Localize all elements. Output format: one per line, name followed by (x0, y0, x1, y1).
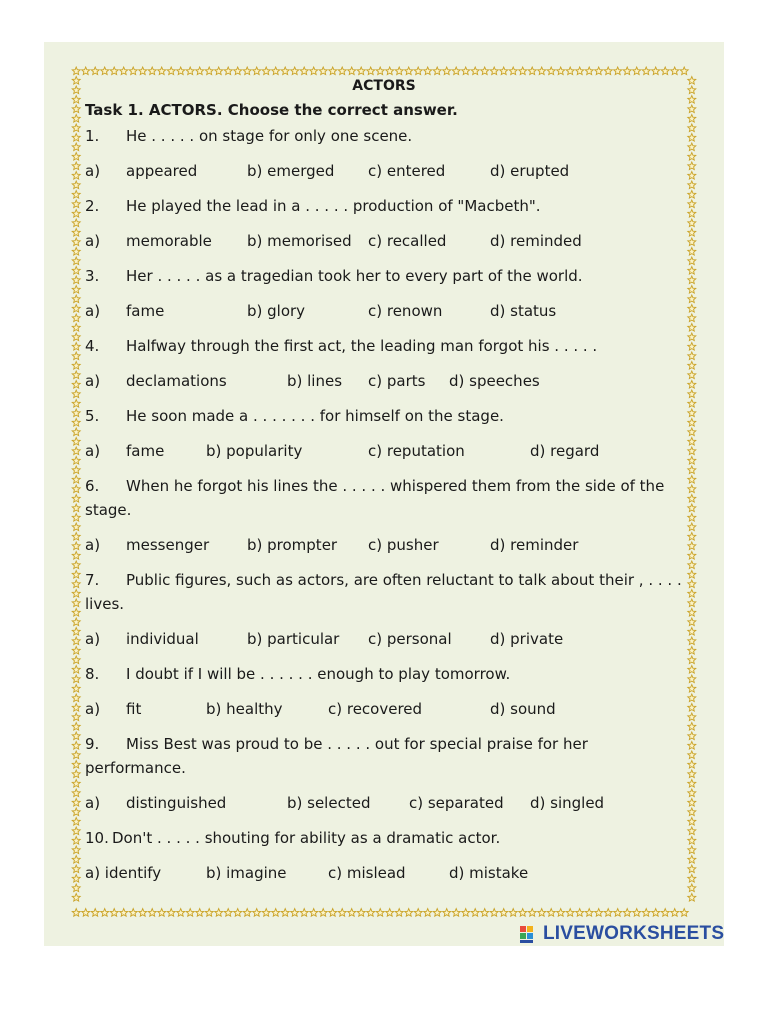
question-number: 10. (85, 829, 109, 847)
option-label-a[interactable]: a) (85, 536, 101, 554)
option-label-a[interactable]: a) (85, 700, 101, 718)
question-number: 2. (85, 197, 100, 215)
option-c[interactable]: c) recovered (328, 700, 423, 718)
option-a[interactable]: distinguished (126, 794, 227, 812)
option-c[interactable]: c) separated (409, 794, 504, 812)
question-number: 4. (85, 337, 100, 355)
option-a[interactable]: fit (126, 700, 142, 718)
question-text: When he forgot his lines the . . . . . whispered them from the side of the (126, 477, 665, 495)
option-b[interactable]: b) glory (247, 302, 306, 320)
question-number: 8. (85, 665, 100, 683)
option-c[interactable]: c) parts (368, 372, 426, 390)
liveworksheets-logo-text: LIVEWORKSHEETS (543, 923, 725, 944)
option-b[interactable]: b) emerged (247, 162, 335, 180)
option-a[interactable]: individual (126, 630, 199, 648)
question-text: Don't . . . . . shouting for ability as a dramatic actor. (112, 829, 501, 847)
option-label-a[interactable]: a) (85, 162, 101, 180)
question-text: He played the lead in a . . . . . production of "Macbeth". (126, 197, 541, 215)
question-number: 5. (85, 407, 100, 425)
option-d[interactable]: d) regard (530, 442, 600, 460)
option-d[interactable]: d) reminder (490, 536, 579, 554)
question-text: He . . . . . on stage for only one scene. (126, 127, 413, 145)
question-number: 6. (85, 477, 100, 495)
question-text: I doubt if I will be . . . . . . enough to play tomorrow. (126, 665, 511, 683)
question-text-continued: stage. (85, 501, 132, 519)
option-b[interactable]: b) popularity (206, 442, 303, 460)
question-number: 9. (85, 735, 100, 753)
option-label-a[interactable]: a) (85, 302, 101, 320)
option-c[interactable]: c) pusher (368, 536, 439, 554)
option-a[interactable]: memorable (126, 232, 212, 250)
option-label-a[interactable]: a) (85, 630, 101, 648)
option-c[interactable]: c) recalled (368, 232, 447, 250)
option-b[interactable]: b) imagine (206, 864, 287, 882)
option-d[interactable]: d) reminded (490, 232, 582, 250)
option-label-a[interactable]: a) (85, 372, 101, 390)
option-b[interactable]: b) particular (247, 630, 340, 648)
option-c[interactable]: c) mislead (328, 864, 406, 882)
option-b[interactable]: b) lines (287, 372, 343, 390)
option-label-a[interactable]: a) (85, 794, 101, 812)
option-a[interactable]: fame (126, 302, 165, 320)
question-text: Her . . . . . as a tragedian took her to every part of the world. (126, 267, 583, 285)
option-c[interactable]: c) reputation (368, 442, 465, 460)
question-number: 1. (85, 127, 100, 145)
liveworksheets-logo[interactable] (520, 922, 724, 946)
question-text-continued: performance. (85, 759, 186, 777)
option-a[interactable]: a) identify (85, 864, 162, 882)
liveworksheets-logo-icon (520, 924, 540, 944)
worksheet-title: ACTORS (352, 78, 416, 94)
option-c[interactable]: c) renown (368, 302, 443, 320)
option-d[interactable]: d) mistake (449, 864, 529, 882)
option-label-a[interactable]: a) (85, 442, 101, 460)
option-d[interactable]: d) private (490, 630, 564, 648)
option-d[interactable]: d) status (490, 302, 557, 320)
question-text: Public figures, such as actors, are often reluctant to talk about their , . . . . (126, 571, 682, 589)
question-text: Miss Best was proud to be . . . . . out for special praise for her (126, 735, 588, 753)
question-number: 3. (85, 267, 100, 285)
question-text-continued: lives. (85, 595, 125, 613)
option-b[interactable]: b) memorised (247, 232, 352, 250)
option-d[interactable]: d) erupted (490, 162, 570, 180)
option-a[interactable]: appeared (126, 162, 198, 180)
option-a[interactable]: fame (126, 442, 165, 460)
option-b[interactable]: b) selected (287, 794, 371, 812)
task-instruction: Task 1. ACTORS. Choose the correct answer. (85, 101, 458, 119)
option-c[interactable]: c) entered (368, 162, 446, 180)
question-text: He soon made a . . . . . . . for himself on the stage. (126, 407, 504, 425)
question-number: 7. (85, 571, 100, 589)
option-d[interactable]: d) singled (530, 794, 605, 812)
worksheet-page (44, 42, 724, 946)
option-b[interactable]: b) healthy (206, 700, 283, 718)
option-a[interactable]: declamations (126, 372, 227, 390)
option-c[interactable]: c) personal (368, 630, 452, 648)
option-a[interactable]: messenger (126, 536, 210, 554)
option-label-a[interactable]: a) (85, 232, 101, 250)
question-text: Halfway through the first act, the leading man forgot his . . . . . (126, 337, 598, 355)
option-b[interactable]: b) prompter (247, 536, 338, 554)
option-d[interactable]: d) speeches (449, 372, 540, 390)
option-d[interactable]: d) sound (490, 700, 556, 718)
